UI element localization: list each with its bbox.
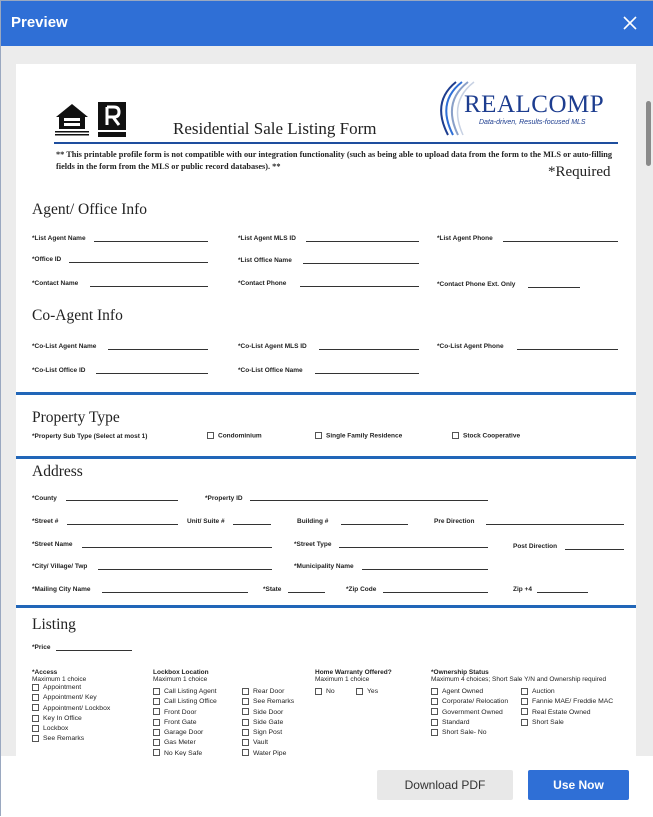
section-divider [16, 605, 636, 608]
lockbox-option[interactable]: Front Gate [153, 718, 217, 728]
lockbox-option[interactable]: See Remarks [242, 697, 294, 707]
field-label: *Contact Phone [238, 280, 287, 287]
section-title-agent: Agent/ Office Info [32, 201, 148, 218]
street-name-field[interactable] [82, 547, 272, 548]
warranty-group [315, 669, 392, 683]
lockbox-col-1 [153, 687, 217, 756]
lockbox-option[interactable]: Vault [242, 738, 294, 748]
building-number-field[interactable] [341, 524, 408, 525]
co-list-agent-phone-field[interactable] [517, 349, 618, 350]
modal-footer [1, 756, 653, 817]
field-label: *Co-List Agent MLS ID [238, 343, 307, 350]
lockbox-label: Lockbox Location [153, 669, 209, 676]
download-pdf-button[interactable]: Download PDF [377, 770, 513, 800]
unit-suite-field[interactable] [233, 524, 271, 525]
ownership-option[interactable]: Fannie MAE/ Freddie MAC [521, 697, 613, 707]
municipality-name-field[interactable] [362, 569, 488, 570]
field-label: *Price [32, 644, 51, 651]
modal-header [1, 1, 653, 46]
property-subtype-label: *Property Sub Type (Select at most 1) [32, 433, 148, 440]
lockbox-note: Maximum 1 choice [153, 676, 208, 683]
brand-tagline: Data-driven, Results-focused MLS [479, 119, 586, 126]
form-title: Residential Sale Listing Form [173, 119, 377, 138]
lockbox-option[interactable]: Rear Door [242, 687, 294, 697]
ownership-option[interactable]: Corporate/ Relocation [431, 697, 508, 707]
lockbox-option[interactable]: Call Listing Office [153, 697, 217, 707]
field-label: Unit/ Suite # [187, 518, 225, 525]
ownership-option[interactable]: Short Sale [521, 718, 613, 728]
ownership-option[interactable]: Agent Owned [431, 687, 508, 697]
access-option[interactable]: Appointment/ Lockbox [32, 704, 110, 714]
field-label: *Co-List Office ID [32, 367, 86, 374]
list-agent-mls-id-field[interactable] [306, 241, 419, 242]
field-label: *Street Name [32, 541, 73, 548]
access-option[interactable]: Key In Office [32, 714, 110, 724]
document-viewer[interactable] [1, 46, 653, 756]
list-office-name-field[interactable] [303, 263, 419, 264]
lockbox-option[interactable]: Side Gate [242, 718, 294, 728]
zip-code-field[interactable] [383, 592, 488, 593]
lockbox-option[interactable]: Gas Meter [153, 738, 217, 748]
lockbox-group [153, 669, 209, 683]
co-list-office-name-field[interactable] [315, 373, 419, 374]
lockbox-option[interactable]: Sign Post [242, 728, 294, 738]
field-label: Post Direction [513, 543, 558, 550]
lockbox-option[interactable]: Garage Door [153, 728, 217, 738]
close-icon[interactable] [620, 13, 640, 33]
ownership-note: Maximum 4 choices; Short Sale Y/N and Ownership required [431, 676, 607, 683]
access-option[interactable]: Appointment [32, 683, 110, 693]
contact-phone-ext-field[interactable] [528, 287, 580, 288]
brand-name: REALCOMP [464, 91, 605, 118]
field-label: Building # [297, 518, 329, 525]
ownership-label: *Ownership Status [431, 669, 489, 676]
required-note: *Required [548, 164, 611, 180]
section-title-coagent: Co-Agent Info [32, 307, 123, 324]
property-id-field[interactable] [250, 500, 488, 501]
access-option[interactable]: Lockbox [32, 724, 110, 734]
ownership-option[interactable]: Auction [521, 687, 613, 697]
field-label: *Contact Phone Ext. Only [437, 281, 516, 288]
co-list-office-id-field[interactable] [96, 373, 208, 374]
mailing-city-name-field[interactable] [102, 592, 248, 593]
co-list-agent-mls-id-field[interactable] [319, 349, 419, 350]
warranty-note: Maximum 1 choice [315, 676, 370, 683]
section-divider [16, 392, 636, 395]
form-page [16, 64, 636, 756]
lockbox-col-2 [242, 687, 294, 756]
ownership-option[interactable]: Real Estate Owned [521, 708, 613, 718]
contact-name-field[interactable] [90, 286, 208, 287]
price-field[interactable] [56, 650, 132, 651]
scrollbar-thumb[interactable] [646, 101, 651, 166]
field-label: Pre Direction [434, 518, 475, 525]
co-list-agent-name-field[interactable] [108, 349, 208, 350]
zip-plus4-field[interactable] [537, 592, 588, 593]
lockbox-option[interactable]: Water Pipe [242, 749, 294, 756]
field-label: *Contact Name [32, 280, 79, 287]
modal-title: Preview [11, 14, 68, 31]
lockbox-option[interactable]: Front Door [153, 708, 217, 718]
ownership-option[interactable]: Standard [431, 718, 508, 728]
pre-direction-field[interactable] [486, 524, 624, 525]
access-group [32, 669, 110, 745]
option-single-family[interactable]: Single Family Residence [315, 432, 402, 439]
field-label: Zip +4 [513, 586, 532, 593]
access-option[interactable]: See Remarks [32, 734, 110, 744]
warranty-option-yes[interactable]: Yes [356, 687, 378, 697]
street-number-field[interactable] [67, 524, 178, 525]
contact-phone-field[interactable] [300, 286, 419, 287]
section-title-property: Property Type [32, 409, 120, 426]
lockbox-option[interactable]: Call Listing Agent [153, 687, 217, 697]
state-field[interactable] [288, 592, 325, 593]
street-type-field[interactable] [339, 547, 488, 548]
field-label: *Municipality Name [294, 563, 354, 570]
option-condominium[interactable]: Condominium [207, 432, 262, 439]
access-label: *Access [32, 669, 58, 676]
field-label: *Property ID [205, 495, 243, 502]
section-title-listing: Listing [32, 616, 76, 633]
field-label: *List Agent Phone [437, 235, 493, 242]
title-divider [54, 142, 618, 144]
section-title-address: Address [32, 463, 83, 480]
access-option[interactable]: Appointment/ Key [32, 693, 110, 703]
option-stock-cooperative[interactable]: Stock Cooperative [452, 432, 520, 439]
city-village-twp-field[interactable] [98, 569, 272, 570]
post-direction-field[interactable] [565, 549, 624, 550]
lockbox-option[interactable]: Side Door [242, 708, 294, 718]
office-id-field[interactable] [69, 262, 208, 263]
field-label: *Street # [32, 518, 59, 525]
field-label: *List Agent Name [32, 235, 86, 242]
ownership-group [431, 669, 606, 683]
compatibility-notice: ** This printable profile form is not compatible with our integration functionality (such as being able to upload data from the form to the MLS or auto-filling fields in the form from the MLS or public record databases). ** [56, 150, 613, 171]
field-label: *List Office Name [238, 257, 292, 264]
list-agent-name-field[interactable] [94, 241, 208, 242]
lockbox-option[interactable]: No Key Safe [153, 749, 217, 756]
realtor-logo [97, 101, 127, 138]
warranty-option-no[interactable]: No [315, 687, 335, 697]
field-label: *Co-List Agent Phone [437, 343, 504, 350]
ownership-col-2 [521, 687, 613, 728]
ownership-col-1 [431, 687, 508, 738]
warranty-label: Home Warranty Offered? [315, 669, 392, 676]
field-label: *Zip Code [346, 586, 377, 593]
field-label: *City/ Village/ Twp [32, 563, 88, 570]
ownership-option[interactable]: Short Sale- No [431, 728, 508, 738]
section-divider [16, 456, 636, 459]
field-label: *List Agent MLS ID [238, 235, 296, 242]
use-now-button[interactable]: Use Now [528, 770, 629, 800]
field-label: *Co-List Office Name [238, 367, 303, 374]
field-label: *Office ID [32, 256, 62, 263]
ownership-option[interactable]: Government Owned [431, 708, 508, 718]
field-label: *County [32, 495, 57, 502]
field-label: *State [263, 586, 282, 593]
field-label: *Co-List Agent Name [32, 343, 97, 350]
county-field[interactable] [66, 500, 178, 501]
equal-housing-logo [53, 100, 91, 138]
field-label: *Street Type [294, 541, 332, 548]
field-label: *Mailing City Name [32, 586, 91, 593]
access-note: Maximum 1 choice [32, 676, 87, 683]
list-agent-phone-field[interactable] [503, 241, 618, 242]
